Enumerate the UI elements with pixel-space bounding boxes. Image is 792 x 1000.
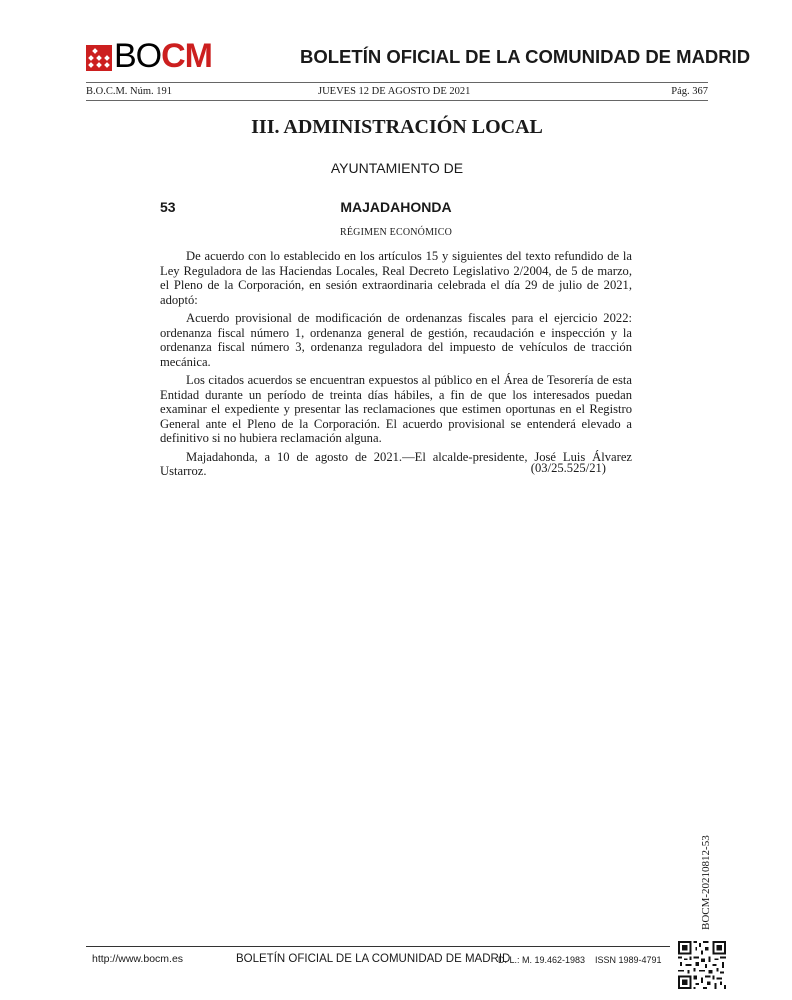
bocm-logo: [86, 37, 213, 75]
publication-title: BOLETÍN OFICIAL DE LA COMUNIDAD DE MADRID: [300, 46, 751, 67]
issue-number: B.O.C.M. Núm. 191: [86, 86, 173, 97]
logo-wordmark: [114, 36, 212, 76]
issn: ISSN 1989-4791: [595, 955, 662, 965]
issue-date: JUEVES 12 DE AGOSTO DE 2021: [318, 86, 471, 97]
footer-publication-name: BOLETÍN OFICIAL DE LA COMUNIDAD DE MADRID: [236, 953, 511, 965]
footer-divider: [86, 946, 670, 947]
ad-number: 53: [160, 199, 176, 215]
section-subtitle: AYUNTAMIENTO DE: [330, 160, 464, 176]
body-paragraph: De acuerdo con lo establecido en los artículos 15 y siguientes del texto refundido de la Ley Reguladora de las Haciendas Locales, Real Decreto Legislativo 2/2004, de 5 de marzo, el Pleno de la Corporación, en sesión extraordinaria celebrada el día 29 de julio de 2021, adoptó:: [160, 249, 632, 307]
qr-code-icon: [678, 941, 726, 989]
subject-heading: RÉGIMEN ECONÓMICO: [339, 227, 452, 238]
reference-code: (03/25.525/21): [530, 461, 606, 475]
municipality-name: MAJADAHONDA: [340, 199, 452, 215]
logo-cm: CM: [161, 37, 213, 75]
body-paragraph: Majadahonda, a 10 de agosto de 2021.—El alcalde-presidente, José Luis Álvarez Ustarroz.: [160, 449, 632, 478]
footer-url-link[interactable]: http://www.bocm.es: [92, 953, 184, 965]
section-title: III. ADMINISTRACIÓN LOCAL: [251, 116, 543, 138]
meta-divider: [86, 100, 708, 101]
verification-code: BOCM-20210812-53: [700, 835, 712, 930]
logo-bo: BO: [114, 37, 162, 75]
body-paragraph: Los citados acuerdos se encuentran expuestos al público en el Área de Tesorería de esta Entidad durante un período de treinta días hábiles, a fin de que los interesados puedan examinar el expediente y presentar las reclamaciones que estimen oportunas en el Registro General ante el Pleno de la Corporación. El acuerdo provisional se entenderá elevado a definitivo si no hubiera reclamación alguna.: [160, 373, 632, 445]
announcement-body: [160, 249, 632, 483]
header-divider: [86, 82, 708, 83]
madrid-flag-icon: [86, 45, 112, 71]
page-number: Pág. 367: [671, 86, 708, 97]
legal-deposit: D. L.: M. 19.462-1983: [498, 955, 586, 965]
body-paragraph: Acuerdo provisional de modificación de ordenanzas fiscales para el ejercicio 2022: ordenanza fiscal número 1, ordenanza general de gestión, recaudación e inspección y la ordenanza fiscal número 3, ordenanza reguladora del impuesto de vehículos de tracción mecánica.: [160, 311, 632, 369]
